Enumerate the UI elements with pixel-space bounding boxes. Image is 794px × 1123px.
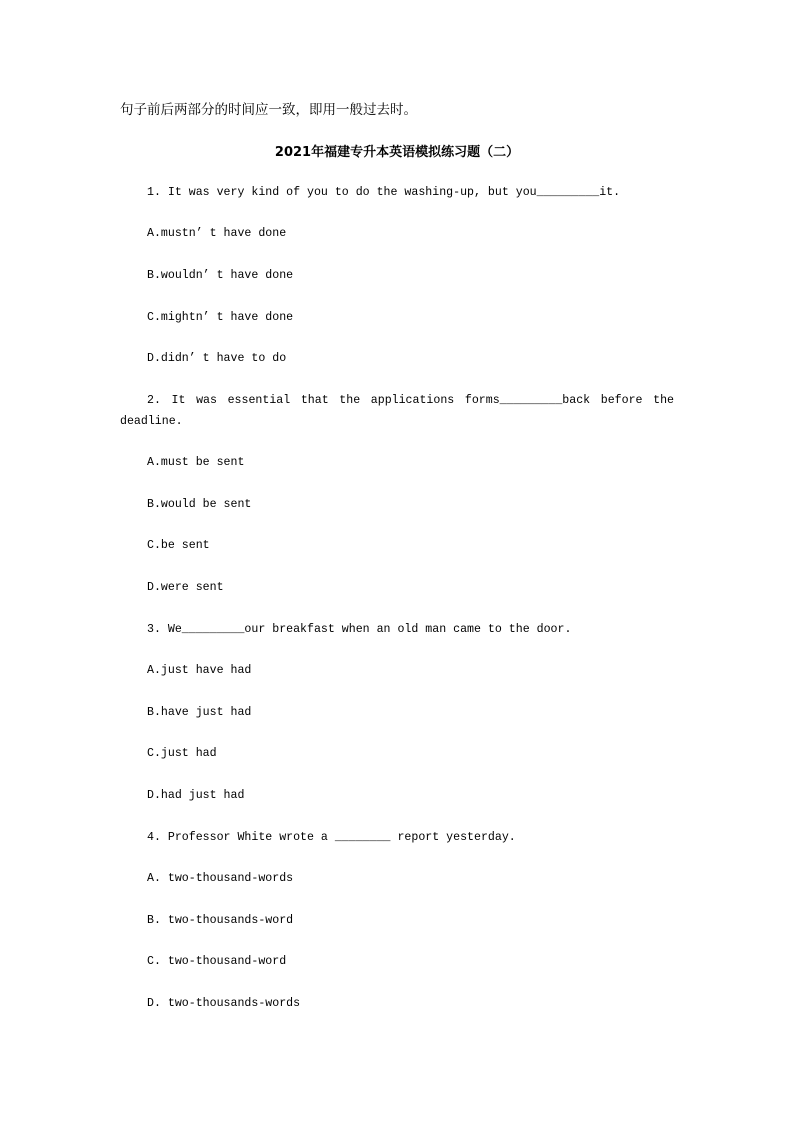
- question-3-option-b: B.have just had: [147, 706, 252, 719]
- question-1-option-a: A.mustn’ t have done: [147, 227, 287, 240]
- question-3-stem: 3. We_________our breakfast when an old man came to the door.: [147, 623, 572, 636]
- question-2-option-a: A.must be sent: [147, 456, 245, 469]
- question-3-option-a: A.just have had: [147, 664, 252, 677]
- question-4-option-a: A. two-thousand-words: [147, 872, 294, 885]
- question-4-option-b: B. two-thousands-word: [147, 914, 294, 927]
- question-1-option-c: C.mightn’ t have done: [147, 311, 294, 324]
- question-2-option-d: D.were sent: [147, 581, 224, 594]
- intro-note: 句子前后两部分的时间应一致，即用一般过去时。: [120, 102, 417, 118]
- question-2-stem-line-2: deadline.: [120, 415, 183, 428]
- question-2-stem-line-1: 2. It was essential that the applications forms_________back before the: [147, 394, 674, 407]
- question-1-option-b: B.wouldn’ t have done: [147, 269, 294, 282]
- question-4-stem: 4. Professor White wrote a ________ report yesterday.: [147, 831, 516, 844]
- question-1-option-d: D.didn’ t have to do: [147, 352, 287, 365]
- question-1-stem: 1. It was very kind of you to do the washing-up, but you_________it.: [147, 186, 621, 199]
- page-title: 2021年福建专升本英语模拟练习题（二）: [274, 145, 520, 160]
- question-3-option-d: D.had just had: [147, 789, 245, 802]
- question-2-option-b: B.would be sent: [147, 498, 252, 511]
- question-2-option-c: C.be sent: [147, 539, 210, 552]
- question-4-option-d: D. two-thousands-words: [147, 997, 301, 1010]
- question-4-option-c: C. two-thousand-word: [147, 955, 287, 968]
- question-3-option-c: C.just had: [147, 747, 217, 760]
